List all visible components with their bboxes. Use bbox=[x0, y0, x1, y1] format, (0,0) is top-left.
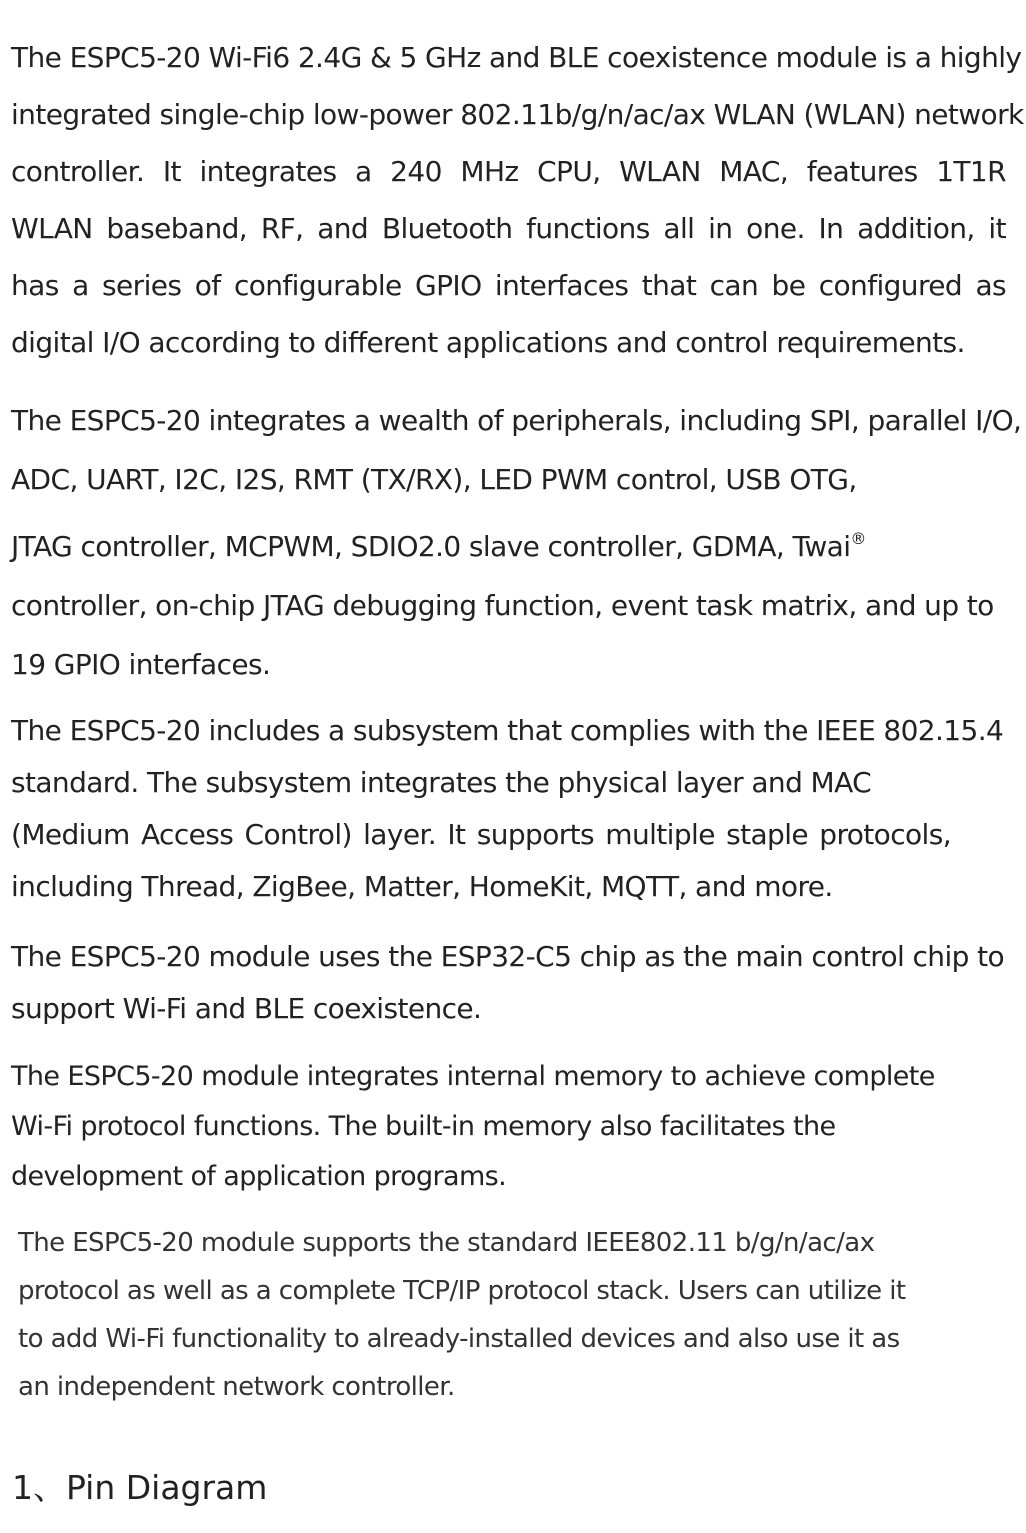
memory-paragraph bbox=[11, 1052, 971, 1202]
text-line bbox=[11, 509, 1006, 576]
section-heading: 1、Pin Diagram bbox=[12, 1468, 268, 1507]
text-line: controller. It integrates a 240 MHz CPU, WLAN MAC, features 1T1R bbox=[11, 155, 1006, 188]
text-line: development of application programs. bbox=[11, 1161, 507, 1192]
text-line: controller, on-chip JTAG debugging function, event task matrix, and up to bbox=[11, 589, 994, 622]
ieee-802154-paragraph bbox=[11, 705, 1004, 913]
text-line: standard. The subsystem integrates the physical layer and MAC bbox=[11, 766, 872, 799]
text-line-content: JTAG controller, MCPWM, SDIO2.0 slave controller, GDMA, Twai bbox=[11, 530, 851, 563]
text-line: protocol as well as a complete TCP/IP protocol stack. Users can utilize it bbox=[18, 1276, 906, 1306]
protocol-stack-paragraph bbox=[18, 1219, 948, 1411]
text-line: to add Wi-Fi functionality to already-installed devices and also use it as bbox=[18, 1324, 900, 1354]
text-line: The ESPC5-20 module integrates internal memory to achieve complete bbox=[11, 1061, 935, 1092]
text-line: The ESPC5-20 integrates a wealth of peripherals, including SPI, parallel I/O, bbox=[11, 404, 1022, 437]
text-line: Wi-Fi protocol functions. The built-in memory also facilitates the bbox=[11, 1111, 836, 1142]
text-line: The ESPC5-20 includes a subsystem that complies with the IEEE 802.15.4 bbox=[11, 714, 1004, 747]
text-line: including Thread, ZigBee, Matter, HomeKit, MQTT, and more. bbox=[11, 870, 833, 903]
text-line: an independent network controller. bbox=[18, 1372, 455, 1402]
text-line: The ESPC5-20 module uses the ESP32-C5 chip as the main control chip to bbox=[11, 940, 1005, 973]
text-line: The ESPC5-20 module supports the standard IEEE802.11 b/g/n/ac/ax bbox=[18, 1228, 875, 1258]
registered-trademark-mark: ® bbox=[850, 529, 867, 548]
text-line: 19 GPIO interfaces. bbox=[11, 648, 271, 681]
peripherals-paragraph bbox=[11, 391, 1022, 694]
text-line: WLAN baseband, RF, and Bluetooth functions all in one. In addition, it bbox=[11, 212, 1006, 245]
text-line: (Medium Access Control) layer. It supports multiple staple protocols, bbox=[11, 818, 951, 851]
text-line: ADC, UART, I2C, I2S, RMT (TX/RX), LED PWM control, USB OTG, bbox=[11, 463, 857, 496]
text-line: support Wi-Fi and BLE coexistence. bbox=[11, 992, 482, 1025]
text-line: digital I/O according to different applications and control requirements. bbox=[11, 326, 965, 359]
text-line: The ESPC5-20 Wi-Fi6 2.4G & 5 GHz and BLE coexistence module is a highly bbox=[11, 41, 1022, 74]
text-line: integrated single-chip low-power 802.11b/g/n/ac/ax WLAN (WLAN) network bbox=[11, 98, 1024, 131]
main-chip-paragraph bbox=[11, 931, 1005, 1035]
intro-paragraph bbox=[11, 29, 1024, 371]
text-line: has a series of configurable GPIO interfaces that can be configured as bbox=[11, 269, 1006, 302]
